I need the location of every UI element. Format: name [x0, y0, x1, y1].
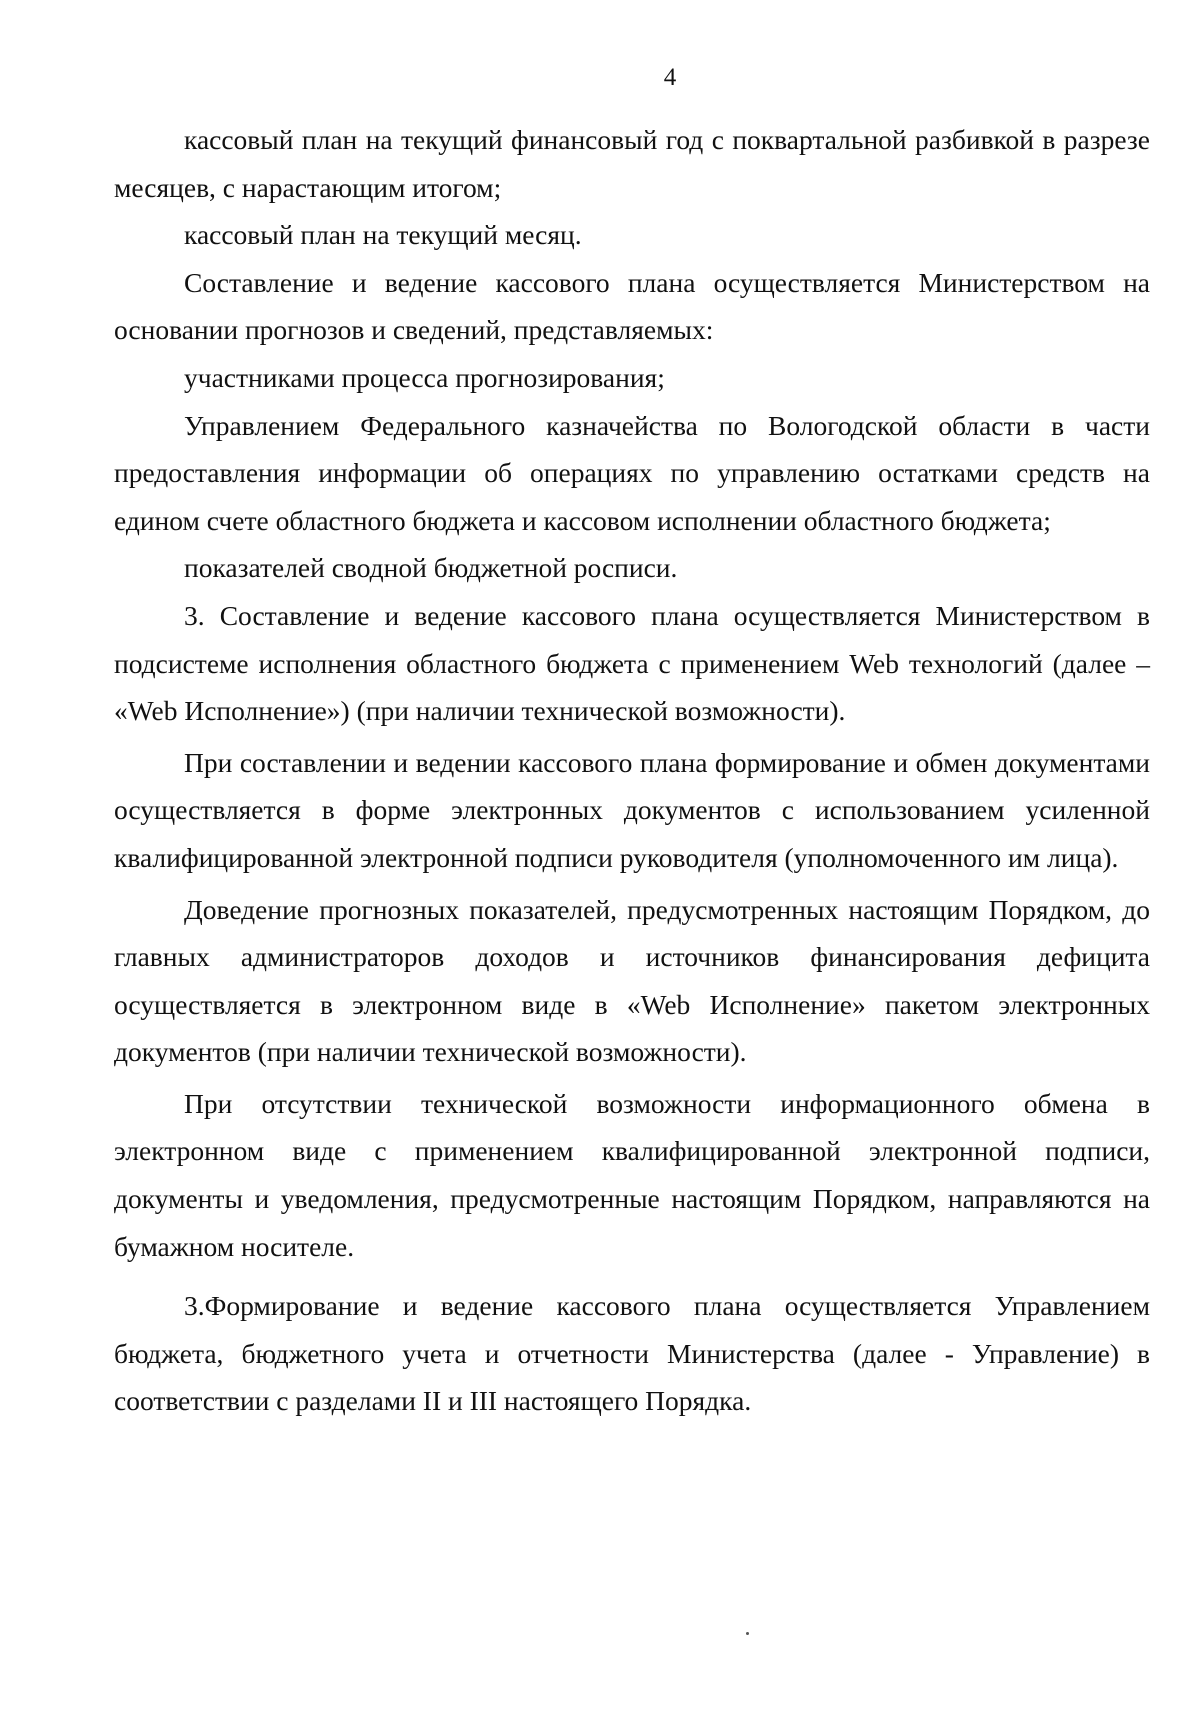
paragraph-treasury: Управлением Федерального казначейства по Вологодской области в части предоставления информации об операциях по управлению остатками средств на едином счете областного бюджета и кассовом исполнении областного бюджета; [114, 409, 1150, 536]
scan-speck [746, 1632, 749, 1635]
paragraph-budget-list: показателей сводной бюджетной росписи. [184, 552, 678, 584]
paragraph-compilation-basis: Составление и ведение кассового плана осуществляется Министерством на основании прогнозов и сведений, представляемых: [114, 266, 1150, 346]
paragraph-forecast-indicators: Доведение прогнозных показателей, предусмотренных настоящим Порядком, до главных администраторов доходов и источников финансирования дефицита осуществляется в электронном виде в «Web Исполнение» пакетом электронных документов (при наличии технической возможности). [114, 893, 1150, 1068]
paragraph-section-3-web: 3. Составление и ведение кассового плана осуществляется Министерством в подсистеме исполнения областного бюджета с применением Web технологий (далее – «Web Исполнение») (при наличии технической возможности). [114, 599, 1150, 727]
paragraph-cash-plan-month: кассовый план на текущий месяц. [184, 219, 582, 251]
paragraph-paper-medium: При отсутствии технической возможности информационного обмена в электронном виде с применением квалифицированной электронной подписи, документы и уведомления, предусмотренные настоящим Порядком, направляются на бумажном носителе. [114, 1087, 1150, 1262]
paragraph-electronic-documents: При составлении и ведении кассового плана формирование и обмен документами осуществляется в форме электронных документов с использованием усиленной квалифицированной электронной подписи руководителя (уполномоченного им лица). [114, 746, 1150, 873]
paragraph-cash-plan-year: кассовый план на текущий финансовый год с поквартальной разбивкой в разрезе месяцев, с нарастающим итогом; [114, 124, 1150, 203]
paragraph-section-3-management: 3.Формирование и ведение кассового плана осуществляется Управлением бюджета, бюджетного учета и отчетности Министерства (далее - Управление) в соответствии с разделами II и III настоящего Порядка. [114, 1290, 1150, 1417]
paragraph-participants: участниками процесса прогнозирования; [184, 361, 665, 393]
page-number: 4 [663, 64, 677, 91]
document-body [114, 116, 1150, 1425]
